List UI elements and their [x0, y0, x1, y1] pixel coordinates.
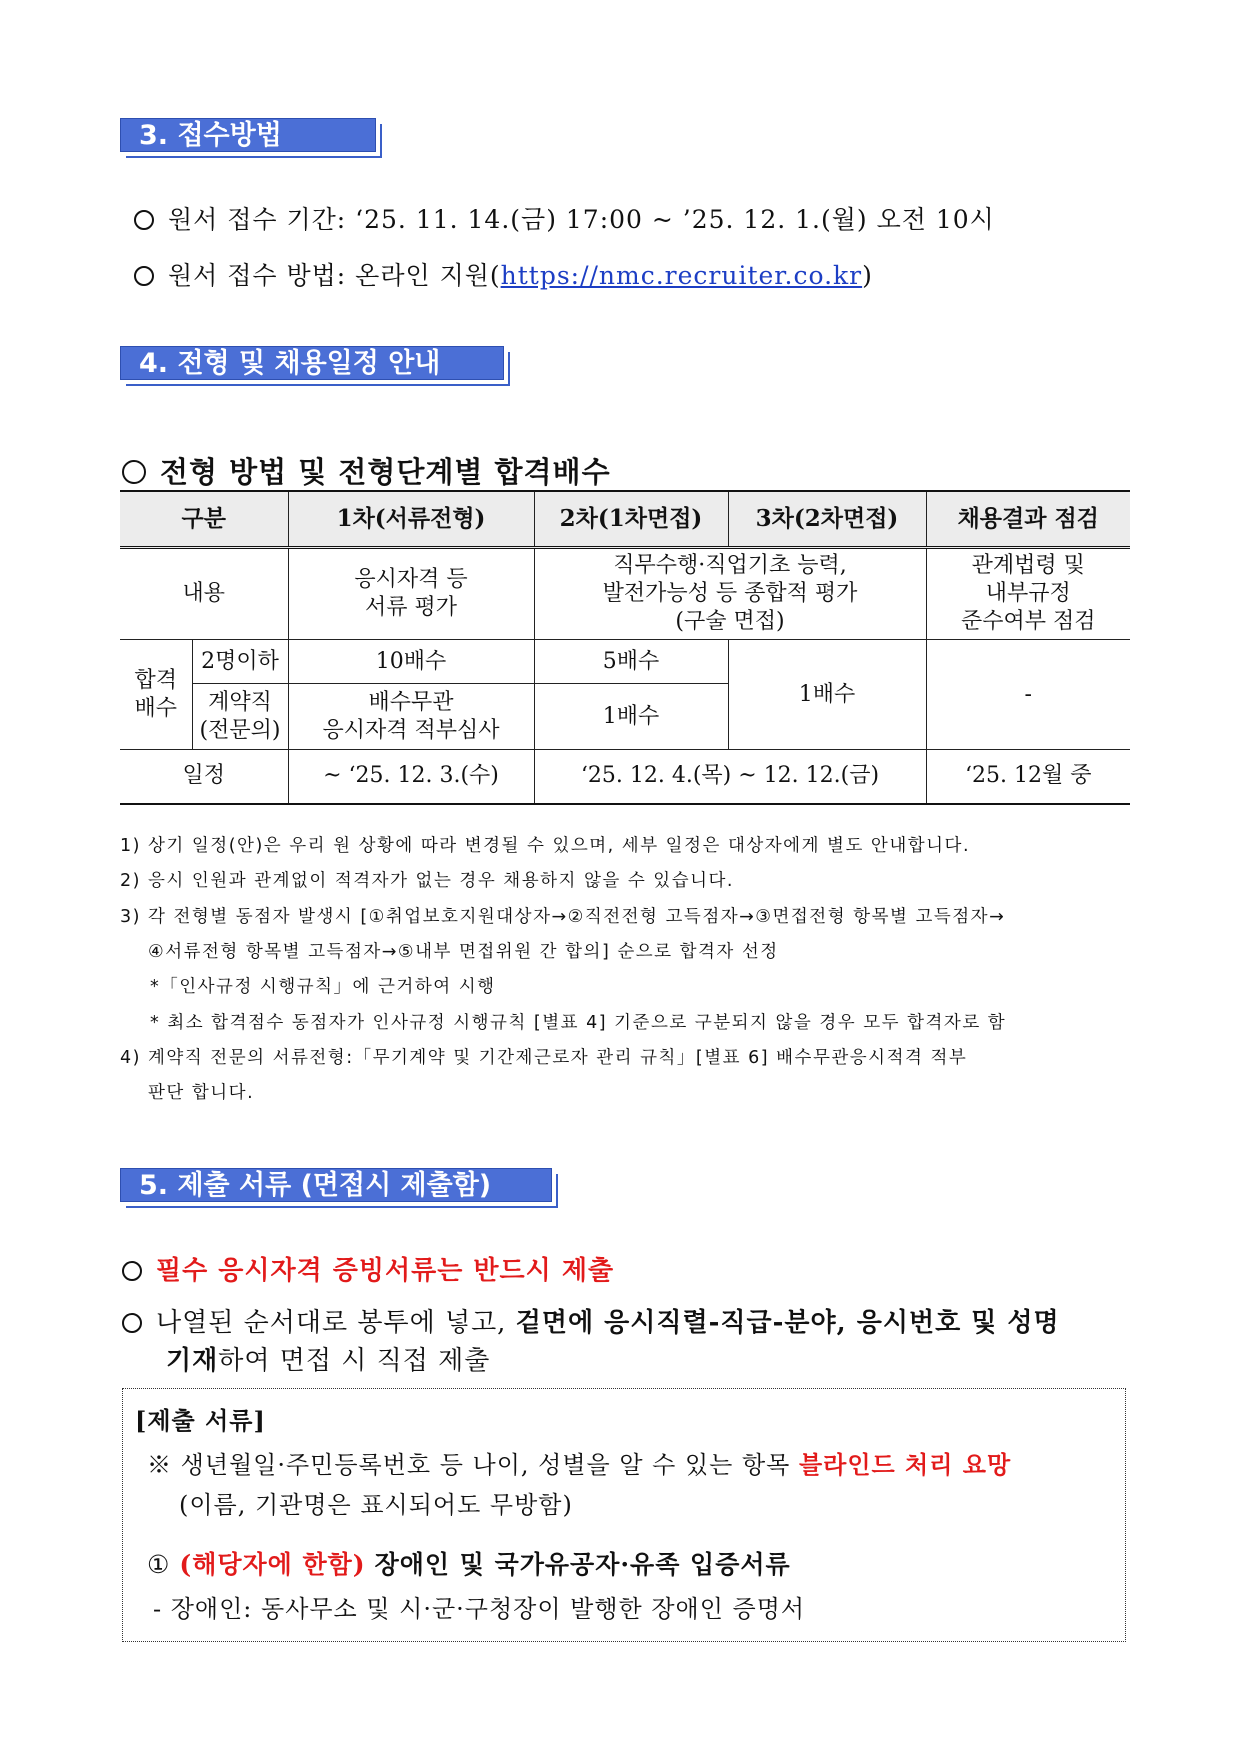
box-title: [제출 서류]: [135, 1406, 266, 1435]
row-a-label: 2명이하: [192, 640, 288, 684]
blind-note-sub: (이름, 기관명은 표시되어도 무방함): [179, 1491, 573, 1519]
schedule-stage1: ~ ‘25. 12. 3.(수): [288, 750, 534, 804]
th-stage3: 3차(2차면접): [728, 491, 926, 548]
row-content-label: 내용: [120, 548, 288, 640]
reception-method: 원서 접수 방법: 온라인 지원(https://nmc.recruiter.co.kr): [134, 256, 873, 292]
reception-period: 원서 접수 기간: ‘25. 11. 14.(금) 17:00 ~ ’25. 12. 1.(월) 오전 10시: [134, 200, 995, 236]
result-pass: -: [926, 640, 1130, 750]
recruit-link[interactable]: https://nmc.recruiter.co.kr: [500, 261, 863, 290]
note-1: 1) 상기 일정(안)은 우리 원 상황에 따라 변경될 수 있으며, 세부 일정은 대상자에게 별도 안내합니다.: [120, 836, 971, 856]
section-4-title: 4. 전형 및 채용일정 안내: [120, 346, 504, 380]
row-a-stage2: 5배수: [534, 640, 728, 684]
schedule-interview: ‘25. 12. 4.(목) ~ 12. 12.(금): [534, 750, 926, 804]
content-result: 관계법령 및 내부규정 준수여부 점검: [926, 548, 1130, 640]
row-b-stage2: 1배수: [534, 684, 728, 750]
row-b-label: 계약직 (전문의): [192, 684, 288, 750]
row-a-stage1: 10배수: [288, 640, 534, 684]
circle-bullet-icon: [122, 1313, 142, 1333]
blind-note: ※ 생년월일·주민등록번호 등 나이, 성별을 알 수 있는 항목 블라인드 처리 요망: [147, 1450, 1012, 1479]
section-3-header: [120, 118, 382, 158]
section-5-header: [120, 1168, 558, 1208]
th-stage1: 1차(서류전형): [288, 491, 534, 548]
submit-instruction-cont: 기재하여 면접 시 직접 제출: [166, 1346, 491, 1376]
th-stage2: 2차(1차면접): [534, 491, 728, 548]
required-docs-note: 필수 응시자격 증빙서류는 반드시 제출: [122, 1250, 614, 1287]
note-3: 3) 각 전형별 동점자 발생시 [①취업보호지원대상자→②직전전형 고득점자→③면접전형 항목별 고득점자→: [120, 907, 1006, 927]
note-4: 4) 계약직 전문의 서류전형:「무기계약 및 기간제근로자 관리 규칙」[별표 6] 배수무관응시적격 적부: [120, 1048, 968, 1068]
stage3-pass: 1배수: [728, 640, 926, 750]
content-interview: 직무수행·직업기초 능력, 발전가능성 등 종합적 평가 (구술 면접): [534, 548, 926, 640]
circle-bullet-icon: [134, 266, 154, 286]
submit-instruction: 나열된 순서대로 봉투에 넣고, 겉면에 응시직렬-직급-분야, 응시번호 및 성명: [122, 1302, 1060, 1339]
note-3-sub2: * 최소 합격점수 동점자가 인사규정 시행규칙 [별표 4] 기준으로 구분되지 않을 경우 모두 합격자로 함: [150, 1013, 1007, 1033]
section-4-subtitle: 전형 방법 및 전형단계별 합격배수: [122, 450, 611, 491]
circle-bullet-icon: [134, 210, 154, 230]
note-3-sub1: *「인사규정 시행규칙」에 근거하여 시행: [150, 977, 496, 997]
schedule-label: 일정: [120, 750, 288, 804]
note-4-cont: 판단 합니다.: [148, 1083, 255, 1103]
submit-docs-box: [122, 1388, 1126, 1642]
circle-bullet-icon: [122, 1261, 142, 1281]
circle-bullet-icon: [122, 460, 146, 484]
note-3-cont: ④서류전형 항목별 고득점자→⑤내부 면접위원 간 합의] 순으로 합격자 선정: [148, 942, 779, 962]
section-4-header: [120, 346, 510, 386]
doc-item-1-sub: - 장애인: 동사무소 및 시·군·구청장이 발행한 장애인 증명서: [153, 1595, 806, 1623]
schedule-result: ‘25. 12월 중: [926, 750, 1130, 804]
note-2: 2) 응시 인원과 관계없이 적격자가 없는 경우 채용하지 않을 수 있습니다.: [120, 871, 734, 891]
th-category: 구분: [120, 491, 288, 548]
pass-multiple-label: 합격 배수: [120, 640, 192, 750]
row-b-stage1: 배수무관 응시자격 적부심사: [288, 684, 534, 750]
doc-item-1: ① (해당자에 한함) 장애인 및 국가유공자·유족 입증서류: [147, 1550, 791, 1579]
section-3-title: 3. 접수방법: [120, 118, 376, 152]
th-result: 채용결과 점검: [926, 491, 1130, 548]
selection-table: [120, 490, 1130, 805]
section-5-title: 5. 제출 서류 (면접시 제출함): [120, 1168, 552, 1202]
content-stage1: 응시자격 등 서류 평가: [288, 548, 534, 640]
